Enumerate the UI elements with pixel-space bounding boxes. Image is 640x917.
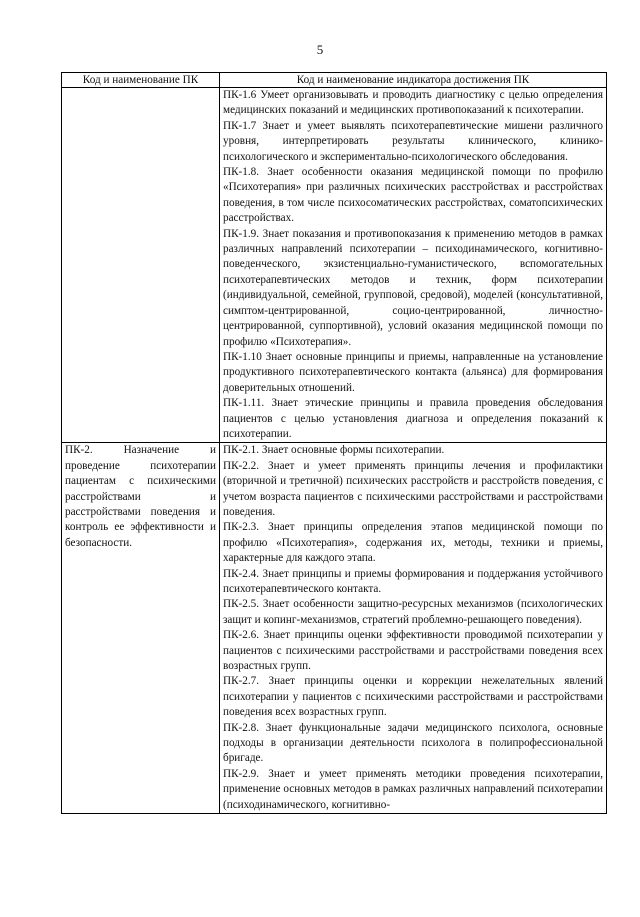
indicator-item: ПК-2.4. Знает принципы и приемы формирования и поддержания устойчивого психотерапевтического контакта.	[223, 567, 603, 595]
indicator-item: ПК-2.5. Знает особенности защитно-ресурсных механизмов (психологических защит и копинг-механизмов, стратегий проблемно-решающего поведения).	[223, 598, 603, 626]
competency-cell	[62, 88, 220, 443]
indicator-item: ПК-1.7 Знает и умеет выявлять психотерапевтические мишени различного уровня, интерпретировать результаты клинического, клинико-психологического и экспериментально-психологического обследования.	[223, 119, 603, 163]
indicator-item: ПК-2.9. Знает и умеет применять методики проведения психотерапии, применение основных методов в рамках различных направлений психотерапии (психодинамического, когнитивно-	[223, 767, 603, 811]
table-row	[62, 88, 607, 443]
header-competency: Код и наименование ПК	[62, 73, 220, 88]
indicator-item: ПК-2.3. Знает принципы определения этапов медицинской помощи по профилю «Психотерапия», содержания их, методы, техники и приемы, характерные для каждого этапа.	[223, 521, 603, 565]
indicator-item: ПК-1.11. Знает этические принципы и правила проведения обследования пациентов с целью установления диагноза и определения показаний к психотерапии.	[223, 397, 603, 440]
page-number: 5	[316, 42, 324, 57]
indicator-item: ПК-1.8. Знает особенности оказания медицинской помощи по профилю «Психотерапия» при различных психических расстройствах и расстройствах поведения, в том числе психосоматических расстройствах, соматопсихических расстройствах.	[223, 166, 603, 225]
table-header-row	[62, 73, 607, 88]
indicator-item: ПК-2.7. Знает принципы оценки и коррекции нежелательных явлений психотерапии у пациентов с психическими расстройствами и расстройствами поведения всех возрастных групп.	[223, 675, 603, 719]
indicator-item: ПК-2.8. Знает функциональные задачи медицинского психолога, основные подходы в организации деятельности психолога в полипрофессиональной бригаде.	[223, 721, 603, 765]
competency-cell	[62, 443, 220, 814]
competency-table	[61, 72, 607, 814]
indicator-item: ПК-1.10 Знает основные принципы и приемы, направленные на установление продуктивного психотерапевтического контакта (альянса) для формирования доверительных отношений.	[223, 350, 603, 394]
competency-text: ПК-2. Назначение и проведение психотерапии пациентам с психическими расстройствами и расстройствами поведения и контроль ее эффективности и безопасности.	[65, 444, 216, 549]
indicator-item: ПК-2.6. Знает принципы оценки эффективности проводимой психотерапии у пациентов с психическими расстройствами и расстройствами поведения всех возрастных групп.	[223, 629, 603, 673]
indicator-cell	[220, 88, 607, 443]
header-indicator: Код и наименование индикатора достижения ПК	[220, 73, 607, 88]
indicator-item: ПК-2.2. Знает и умеет применять принципы лечения и профилактики (вторичной и третичной) психических расстройств и расстройств поведения, с учетом возраста пациентов с психическими расстройствами и расстройствами поведения.	[223, 459, 603, 518]
table-row	[62, 443, 607, 814]
indicator-item: ПК-1.9. Знает показания и противопоказания к применению методов в рамках различных направлений психотерапии – психодинамического, когнитивно-поведенческого, экзистенциально-гуманистического, вспомогательных психотерапевтических методов и техник, форм психотерапии (индивидуальной, семейной, групповой, средовой), моделей (консультативной, симптом-центрированной, социо-центрированной, личностно-центрированной, суппортивной), условий оказания медицинской помощи по профилю «Психотерапия».	[223, 227, 603, 348]
indicator-item: ПК-2.1. Знает основные формы психотерапии.	[223, 444, 445, 457]
indicator-item: ПК-1.6 Умеет организовывать и проводить диагностику с целью определения медицинских показаний и медицинских противопоказаний к психотерапии.	[223, 89, 603, 117]
indicator-cell	[220, 443, 607, 814]
